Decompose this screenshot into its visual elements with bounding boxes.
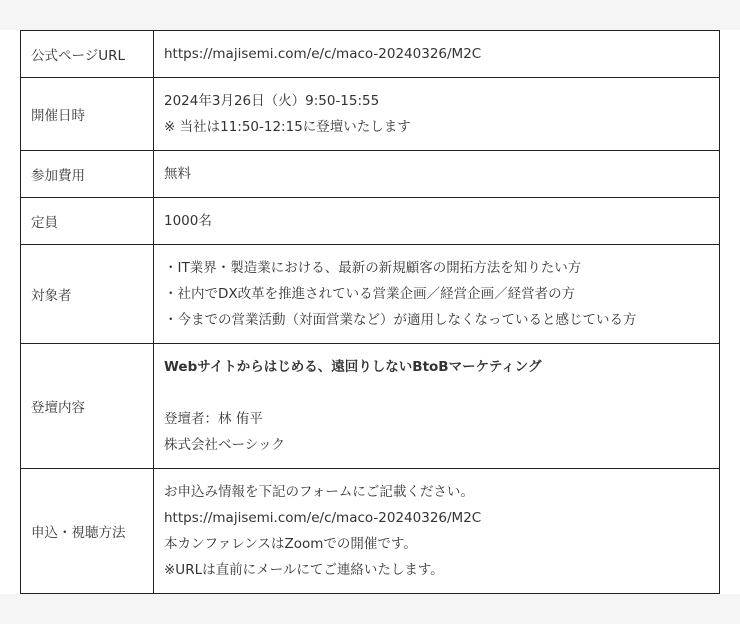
spacer (164, 380, 709, 406)
table-row (21, 469, 720, 594)
official-url-link[interactable]: https://majisemi.com/e/c/maco-20240326/M2C (164, 46, 482, 62)
row-value-capacity (154, 198, 720, 245)
row-label-fee: 参加費用 (21, 151, 154, 198)
row-label-audience: 対象者 (21, 245, 154, 344)
capacity-text: 1000名 (164, 213, 212, 229)
url-email-note: ※URLは直前にメールにてご連絡いたします。 (164, 562, 444, 578)
table-row (21, 344, 720, 469)
row-value-datetime (154, 78, 720, 151)
table-row (21, 31, 720, 78)
row-value-session (154, 344, 720, 469)
row-value-official-url (154, 31, 720, 78)
row-label-capacity: 定員 (21, 198, 154, 245)
row-value-registration (154, 469, 720, 594)
table-row (21, 245, 720, 344)
table-row (21, 151, 720, 198)
zoom-note: 本カンファレンスはZoomでの開催です。 (164, 536, 417, 552)
audience-item: ・IT業界・製造業における、最新の新規顧客の開拓方法を知りたい方 (164, 260, 582, 276)
registration-instruction: お申込み情報を下記のフォームにご記載ください。 (164, 484, 474, 500)
speaker-company: 株式会社ベーシック (164, 437, 285, 453)
session-title: Webサイトからはじめる、遠回りしないBtoBマーケティング (164, 359, 542, 375)
audience-item: ・今までの営業活動（対面営業など）が適用しなくなっていると感じている方 (164, 312, 637, 328)
datetime-note: ※ 当社は11:50-12:15に登壇いたします (164, 119, 411, 135)
datetime-text: 2024年3月26日（火）9:50-15:55 (164, 93, 380, 109)
table-row (21, 78, 720, 151)
top-band (0, 0, 740, 30)
event-info-table (20, 30, 720, 594)
registration-url-link[interactable]: https://majisemi.com/e/c/maco-20240326/M2C (164, 510, 482, 526)
bottom-band (0, 594, 740, 624)
speaker-name: 登壇者：林 侑平 (164, 411, 263, 427)
row-label-official-url: 公式ページURL (21, 31, 154, 78)
table-row (21, 198, 720, 245)
row-value-audience (154, 245, 720, 344)
row-label-datetime: 開催日時 (21, 78, 154, 151)
audience-item: ・社内でDX改革を推進されている営業企画／経営企画／経営者の方 (164, 286, 576, 302)
row-label-session: 登壇内容 (21, 344, 154, 469)
fee-text: 無料 (164, 166, 191, 182)
row-value-fee (154, 151, 720, 198)
row-label-registration: 申込・視聴方法 (21, 469, 154, 594)
